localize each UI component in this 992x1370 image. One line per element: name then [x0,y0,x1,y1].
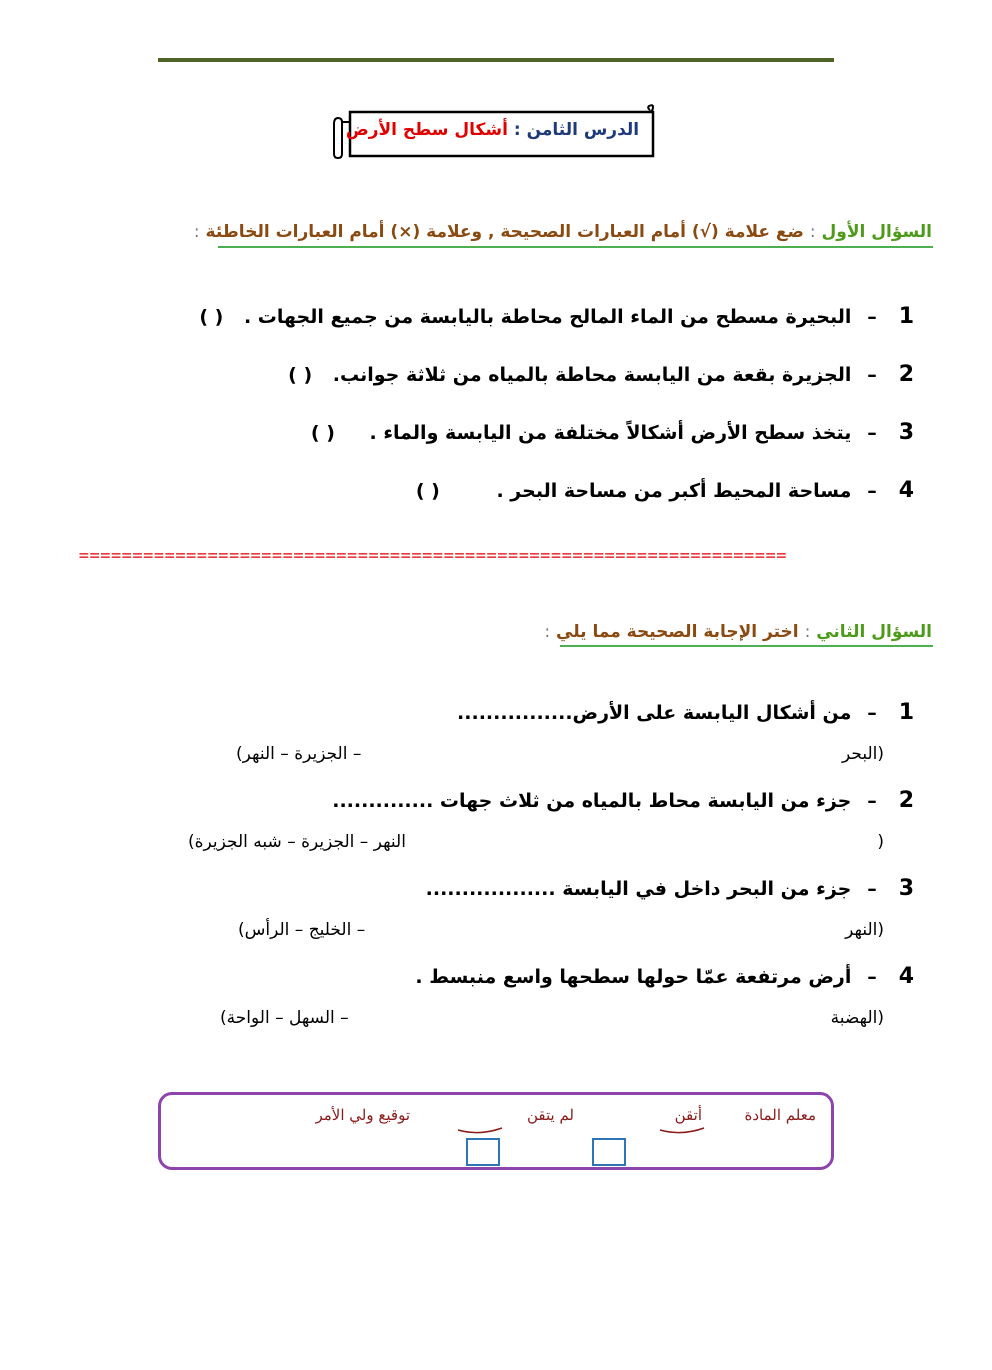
mastered-checkbox[interactable] [592,1138,626,1166]
separator-text: ================================================================== [78,548,787,564]
mc-question-4 [415,964,914,989]
question1-heading [194,222,932,242]
top-rule [158,58,834,62]
answer-parentheses[interactable]: ( ) [415,480,440,502]
item-text: يتخذ سطح الأرض أشكالاً مختلفة من اليابسة والماء . [369,422,852,444]
not-mastered-flourish-icon [456,1122,504,1136]
mc-option-rest[interactable]: – الخليج – الرأس) [238,920,366,940]
mc-option-rest[interactable]: النهر – الجزيرة – شبه الجزيرة) [188,832,406,852]
question2-colon: : [804,622,811,642]
question1-label: السؤال الأول [821,222,932,242]
question1-trailing-colon: : [193,222,200,242]
item-dash: – [867,364,877,386]
question2-underline [560,645,933,647]
mc-option-first[interactable]: (الهضبة [830,1008,884,1028]
question1-underline [218,246,933,248]
mc-option-rest[interactable]: – الجزيرة – النهر) [236,744,362,764]
mc-question-2 [332,788,914,813]
question2-label: السؤال الثاني [816,622,932,642]
item-dash: – [867,422,877,444]
item-number: 4 [898,478,914,503]
question1-colon: : [809,222,816,242]
item-number: 4 [898,964,914,989]
item-number: 2 [898,788,914,813]
teacher-label: معلم المادة [744,1106,816,1124]
lesson-colon: : [513,120,521,140]
item-text: من أشكال اليابسة على الأرض................ [457,702,852,724]
item-dash: – [867,966,877,988]
item-number: 3 [898,876,914,901]
answer-parentheses[interactable]: ( ) [288,364,313,386]
tf-item-4 [416,478,914,503]
tf-item-2 [288,362,914,387]
item-dash: – [867,790,877,812]
answer-parentheses[interactable]: ( ) [199,306,224,328]
item-text: الجزيرة بقعة من اليابسة محاطة بالمياه من ثلاثة جوانب. [332,364,852,386]
question2-trailing-colon: : [544,622,551,642]
mc-option-first[interactable]: ( [877,832,884,852]
lesson-label: الدرس الثامن [526,120,640,140]
not-mastered-label: لم يتقن [526,1106,574,1124]
lesson-title-banner [330,104,655,160]
answer-parentheses[interactable]: ( ) [310,422,335,444]
item-number: 1 [898,700,914,725]
tf-item-3 [311,420,914,445]
guardian-signature-label: توقيع ولي الأمر [315,1106,410,1124]
section-separator [78,548,920,566]
question2-heading [544,622,932,642]
mc-option-first[interactable]: (النهر [845,920,884,940]
item-text: أرض مرتفعة عمّا حولها سطحها واسع منبسط . [415,966,852,988]
tf-item-1 [199,304,914,329]
item-dash: – [867,306,877,328]
item-text: جزء من البحر داخل في اليابسة .................. [425,878,852,900]
item-number: 3 [898,420,914,445]
mastered-flourish-icon [658,1122,706,1136]
mastered-label: أتقن [674,1106,702,1124]
lesson-title: أشكال سطح الأرض [345,120,508,140]
item-text: جزء من اليابسة محاط بالمياه من ثلاث جهات .............. [332,790,852,812]
item-dash: – [867,480,877,502]
mc-option-rest[interactable]: – السهل – الواحة) [220,1008,349,1028]
mc-option-first[interactable]: (البحر [841,744,884,764]
question2-instruction: اختر الإجابة الصحيحة مما يلي [556,622,799,642]
item-text: البحيرة مسطح من الماء المالح محاطة باليابسة من جميع الجهات . [243,306,852,328]
item-dash: – [867,702,877,724]
item-text: مساحة المحيط أكبر من مساحة البحر . [496,480,852,502]
item-number: 1 [898,304,914,329]
question1-instruction: ضع علامة (√) أمام العبارات الصحيحة , وعلامة (×) أمام العبارات الخاطئة [205,222,804,242]
not-mastered-checkbox[interactable] [466,1138,500,1166]
item-number: 2 [898,362,914,387]
mc-question-3 [426,876,914,901]
item-dash: – [867,878,877,900]
mc-question-1 [457,700,914,725]
lesson-heading [330,120,655,140]
